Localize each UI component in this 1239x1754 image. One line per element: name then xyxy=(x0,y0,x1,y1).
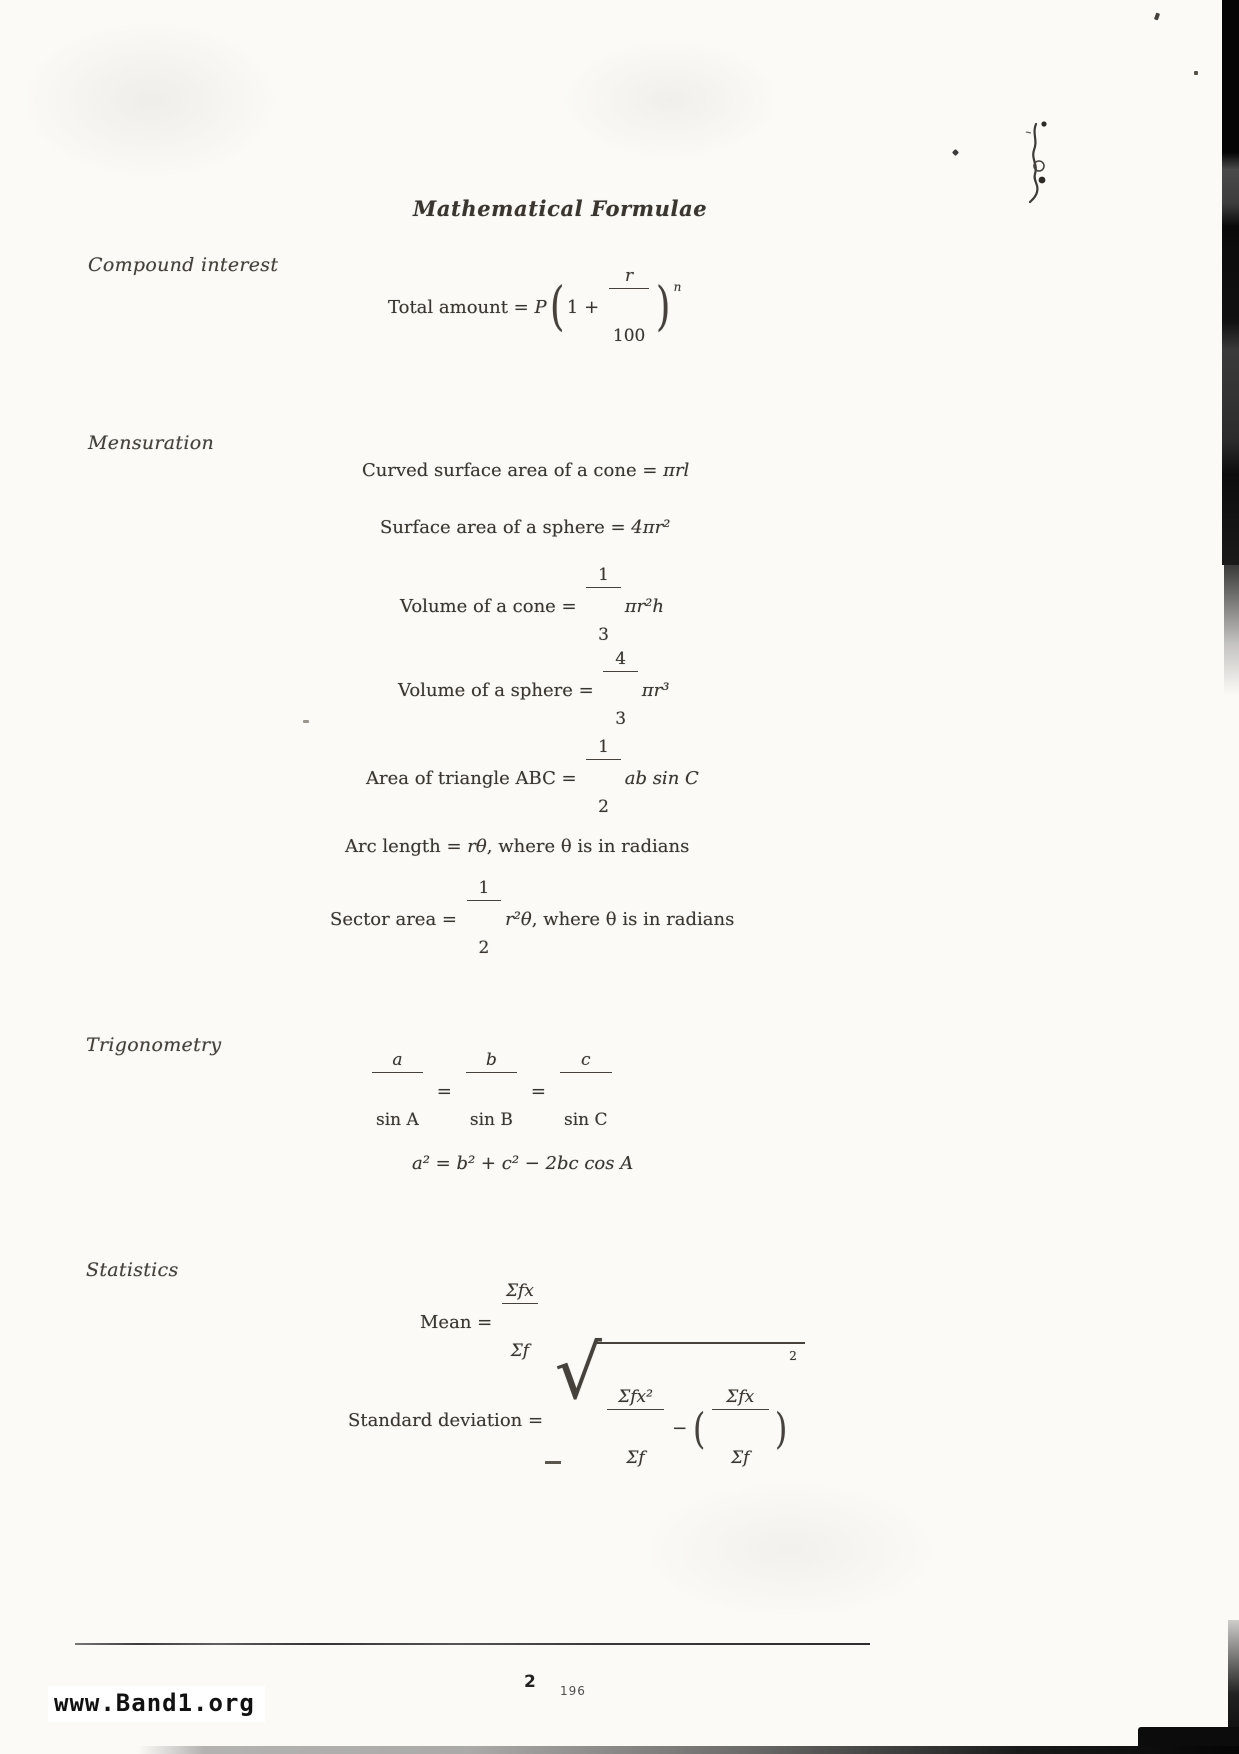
formula-value: 4πr² xyxy=(631,517,671,538)
open-paren: ( xyxy=(693,1403,706,1453)
formula-standard-deviation xyxy=(348,1330,805,1468)
footer-rule xyxy=(75,1643,870,1645)
formula-value: πr²h xyxy=(624,595,664,617)
radical-sign: √ xyxy=(554,1330,602,1417)
fraction-numerator: b xyxy=(466,1052,517,1073)
section-heading-compound-interest: Compound interest xyxy=(88,254,279,276)
one-half-fraction xyxy=(467,842,501,996)
scan-edge-strip-fade xyxy=(1224,565,1239,695)
formula-label: Arc length = xyxy=(345,836,468,857)
fraction-denominator: 2 xyxy=(598,797,609,818)
sine-rule-fraction-a xyxy=(372,1014,423,1168)
formula-label: Curved surface area of a cone = xyxy=(362,460,664,481)
page-title: Mathematical Formulae xyxy=(413,196,708,221)
formula-mean xyxy=(420,1280,542,1362)
ink-speck xyxy=(303,720,309,723)
fraction-numerator: 1 xyxy=(467,880,501,901)
formula-sphere-surface xyxy=(380,517,670,538)
minus-sign: − xyxy=(672,1418,688,1439)
sine-rule-fraction-b xyxy=(466,1014,517,1168)
formula-cosine-rule: a² = b² + c² − 2bc cos A xyxy=(412,1153,634,1174)
paper-smudge xyxy=(560,40,780,160)
close-paren: ) xyxy=(656,277,671,337)
formula-label: Surface area of a sphere = xyxy=(380,517,632,538)
fraction-denominator: 100 xyxy=(612,326,646,347)
rate-fraction xyxy=(609,230,649,384)
fraction-numerator: Σfx xyxy=(712,1389,769,1410)
fraction-denominator: sin C xyxy=(564,1110,608,1131)
fraction-denominator: sin B xyxy=(469,1110,513,1131)
ink-speck xyxy=(952,149,959,156)
fraction-numerator: r xyxy=(609,268,649,289)
fraction-numerator: 4 xyxy=(603,651,637,672)
fraction-denominator: sin A xyxy=(376,1110,419,1131)
variance-fraction-2 xyxy=(712,1351,769,1505)
pen-squiggle-mark xyxy=(1022,118,1066,206)
principal-symbol: P xyxy=(534,296,547,318)
fraction-numerator: Σfx xyxy=(502,1283,538,1304)
formula-note: , where θ is in radians xyxy=(486,836,690,857)
formula-sine-rule xyxy=(368,1049,616,1131)
formula-value: rθ xyxy=(467,836,487,857)
formula-value: πr³ xyxy=(641,679,670,701)
formula-label: Standard deviation = xyxy=(348,1409,549,1431)
equals-sign: = xyxy=(436,1080,452,1102)
scan-dash-artifact xyxy=(545,1461,561,1464)
watermark-text: www.Band1.org xyxy=(48,1686,265,1722)
formula-note: , where θ is in radians xyxy=(531,908,735,930)
section-heading-statistics: Statistics xyxy=(86,1259,179,1281)
formula-triangle-area xyxy=(366,736,699,818)
scan-edge-strip-top xyxy=(1222,0,1239,565)
ink-speck xyxy=(1194,71,1198,75)
formula-compound-interest xyxy=(388,265,682,347)
paper-smudge xyxy=(20,20,280,180)
formula-label: Area of triangle ABC = xyxy=(366,767,583,789)
formula-value: ab sin C xyxy=(624,767,699,789)
exponent: n xyxy=(673,280,682,294)
scan-bottom-band xyxy=(138,1746,1239,1754)
fraction-denominator: 3 xyxy=(615,709,627,730)
fraction-numerator: 1 xyxy=(586,567,620,588)
equals-sign: = xyxy=(530,1080,546,1102)
one-plus: 1 + xyxy=(566,296,605,318)
fraction-numerator: 1 xyxy=(586,739,620,760)
sine-rule-fraction-c xyxy=(560,1014,612,1168)
formula-cone-surface xyxy=(362,460,689,481)
ink-speck xyxy=(1154,13,1160,21)
square-root xyxy=(554,1330,805,1505)
fraction-denominator: Σf xyxy=(731,1447,750,1468)
fraction-denominator: 2 xyxy=(478,938,490,959)
formula-label: Volume of a cone = xyxy=(400,595,583,617)
formula-value: πrl xyxy=(663,460,690,481)
fraction-denominator: 3 xyxy=(598,625,609,646)
section-heading-mensuration: Mensuration xyxy=(88,432,215,454)
fraction-denominator: Σf xyxy=(510,1341,530,1362)
formula-sphere-volume xyxy=(398,648,670,730)
formula-arc-length xyxy=(345,836,689,857)
page-number: 2 xyxy=(524,1672,536,1692)
one-half-fraction xyxy=(586,701,620,855)
formula-value: r²θ xyxy=(505,908,532,930)
close-paren: ) xyxy=(774,1403,788,1453)
radical-body xyxy=(597,1342,805,1505)
formula-label: Sector area = xyxy=(330,908,463,930)
formula-label: Total amount = xyxy=(388,296,535,318)
formula-sector-area xyxy=(330,877,735,959)
section-heading-trigonometry: Trigonometry xyxy=(86,1034,222,1056)
formula-label: Mean = xyxy=(420,1311,498,1333)
fraction-numerator: Σfx² xyxy=(607,1389,664,1410)
open-paren: ( xyxy=(549,277,565,337)
exponent: 2 xyxy=(789,1349,797,1364)
fraction-denominator: Σf xyxy=(626,1447,645,1468)
fraction-numerator: a xyxy=(372,1052,423,1073)
formula-label: Volume of a sphere = xyxy=(398,679,600,701)
fraction-numerator: c xyxy=(560,1052,612,1073)
page-number-secondary: 196 xyxy=(560,1684,586,1698)
variance-fraction-1 xyxy=(607,1351,664,1505)
